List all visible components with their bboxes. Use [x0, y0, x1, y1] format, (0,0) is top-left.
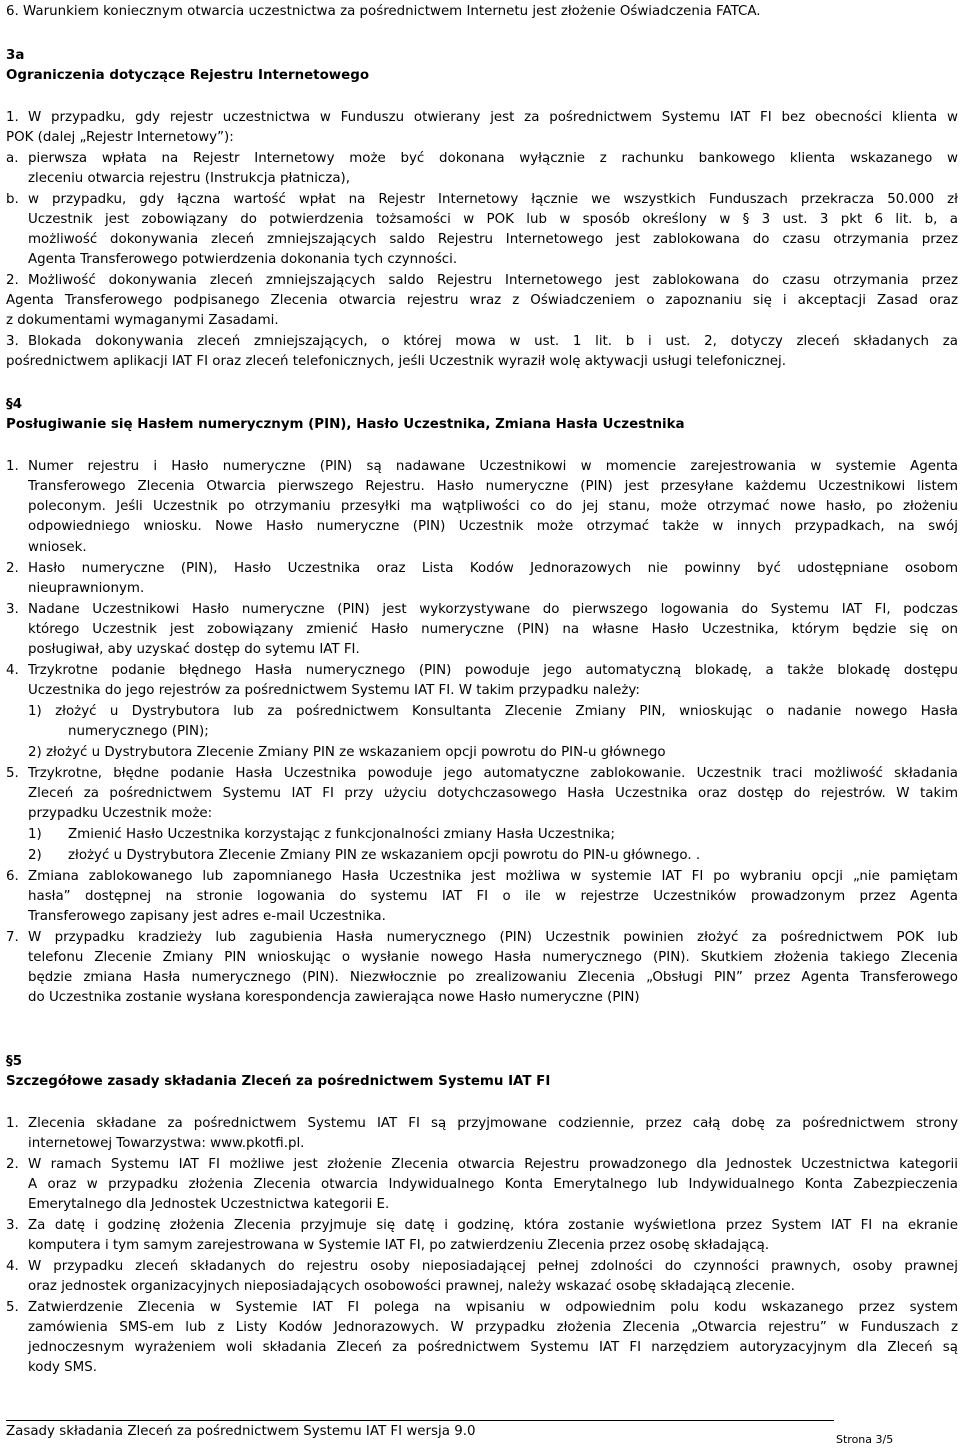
- s3a-a-line2: zleceniu otwarcia rejestru (Instrukcja płatnicza),: [28, 171, 351, 186]
- s5-p5-line2: zamówienia SMS-em lub z Listy Kodów Jednorazowych. W przypadku złożenia Zlecenia „Otwarcia rejestru” w Funduszach z: [28, 1320, 958, 1335]
- s3a-p3-line2: pośrednictwem aplikacji IAT FI oraz zleceń telefonicznych, jeśli Uczestnik wyraził wolę aktywacji usługi telefonicznej.: [6, 354, 787, 369]
- s4-p7-number: 7.: [6, 930, 19, 945]
- section-5-number: §5: [6, 1054, 23, 1069]
- s4-p5-sub1-line1: Zmienić Hasło Uczestnika korzystając z funkcjonalności zmiany Hasła Uczestnika;: [68, 827, 615, 842]
- s5-p2-line1: W ramach Systemu IAT FI możliwe jest złożenie Zlecenia otwarcia Rejestru prowadzonego dla Jednostek Uczestnictwa kategorii: [28, 1157, 958, 1172]
- s4-p6-line1: Zmiana zablokowanego lub zapomnianego Hasła Uczestnika jest możliwa w systemie IAT FI po wybraniu opcji „nie pamiętam: [28, 869, 958, 884]
- s3a-b-line1: w przypadku, gdy łączna wartość wpłat na Rejestr Internetowy łącznie we wszystkich Funduszach przekracza 50.000 zł: [28, 192, 958, 207]
- s4-p2-line1: Hasło numeryczne (PIN), Hasło Uczestnika oraz Lista Kodów Jednorazowych nie powinny być udostępniane osobom: [28, 561, 958, 576]
- s3a-b-line3: możliwość dokonywania zleceń zmniejszających saldo Rejestru Internetowego jest zablokowana do czasu otrzymania przez: [28, 232, 958, 247]
- section-4-title: Posługiwanie się Hasłem numerycznym (PIN), Hasło Uczestnika, Zmiana Hasła Uczestnika: [6, 417, 685, 432]
- s3a-p3-number: 3.: [6, 334, 19, 349]
- s4-p7-line1: W przypadku kradzieży lub zagubienia Hasła numerycznego (PIN) Uczestnik powinien złożyć za pośrednictwem POK lub: [28, 930, 958, 945]
- s5-p2-number: 2.: [6, 1157, 19, 1172]
- s4-p4-line2: Uczestnika do jego rejestrów za pośrednictwem Systemu IAT FI. W takim przypadku należy:: [28, 683, 640, 698]
- s4-p1-line4: odpowiedniego wniosku. Nowe Hasło numeryczne (PIN) Uczestnik może otrzymać także w innych przypadkach, na swój: [28, 519, 958, 534]
- footer-document-title: Zasady składania Zleceń za pośrednictwem Systemu IAT FI wersja 9.0: [6, 1424, 476, 1439]
- s4-p4-sub2-line1: 2) złożyć u Dystrybutora Zlecenie Zmiany PIN ze wskazaniem opcji powrotu do PIN-u głównego: [28, 745, 666, 760]
- s4-p6-line2: hasła” dostępnej na stronie logowania do systemu IAT FI o ile w rejestrze Uczestników prowadzonym przez Agenta: [28, 889, 958, 904]
- s5-p5-number: 5.: [6, 1300, 19, 1315]
- s4-p4-sub1-line1: 1) złożyć u Dystrybutora lub za pośrednictwem Konsultanta Zlecenie Zmiany PIN, wnioskując o nadanie nowego Hasła: [28, 704, 958, 719]
- s4-p4-number: 4.: [6, 663, 19, 678]
- s4-p3-line2: którego Uczestnik jest zobowiązany zmienić Hasło numeryczne (PIN) na własne Hasło Uczestnika, którym będzie się on: [28, 622, 958, 637]
- s5-p3-number: 3.: [6, 1218, 19, 1233]
- s4-p1-line3: poleconym. Jeśli Uczestnik po otrzymaniu przesyłki ma wątpliwości co do jej stanu, może otrzymać nowe hasło, po złożeniu: [28, 499, 958, 514]
- s5-p2-line2: A oraz w przypadku złożenia Zlecenia otwarcia Indywidualnego Konta Emerytalnego lub Indywidualnego Konta Zabezpieczenia: [28, 1177, 958, 1192]
- s4-p4-sub1-line2: numerycznego (PIN);: [68, 724, 209, 739]
- s4-p5-line1: Trzykrotne, błędne podanie Hasła Uczestnika powoduje jego automatyczne zablokowanie. Uczestnik traci możliwość składania: [28, 766, 958, 781]
- s3a-p1-line2: POK (dalej „Rejestr Internetowy”):: [6, 130, 234, 145]
- s4-p5-line3: przypadku Uczestnik może:: [28, 806, 213, 821]
- s3a-b-number: b.: [6, 192, 19, 207]
- s4-p5-sub2-line1: złożyć u Dystrybutora Zlecenie Zmiany PIN ze wskazaniem opcji powrotu do PIN-u głównego. .: [68, 848, 701, 863]
- s4-p4-line1: Trzykrotne podanie błędnego Hasła numerycznego (PIN) powoduje jego automatyczną blokadę, a także blokadę dostępu: [28, 663, 958, 678]
- s4-p5-sub1-number: 1): [28, 827, 42, 842]
- s3a-a-number: a.: [6, 151, 19, 166]
- section-5-title: Szczegółowe zasady składania Zleceń za pośrednictwem Systemu IAT FI: [6, 1074, 551, 1089]
- s4-p7-line3: będzie zmiana Hasła numerycznego (PIN). Niezwłocznie po zrealizowaniu Zlecenia „Obsługi PIN” przez Agenta Transferowego: [28, 970, 958, 985]
- s4-p6-number: 6.: [6, 869, 19, 884]
- section-3a-title: Ograniczenia dotyczące Rejestru Internetowego: [6, 68, 370, 83]
- s5-p4-line2: oraz jednostek organizacyjnych nieposiadających osobowości prawnej, należy wskazać osobę składającą zlecenie.: [28, 1279, 795, 1294]
- s5-p5-line3: jednoczesnym wyrażeniem woli składania Zleceń za pośrednictwem Systemu IAT FI narzędziem autoryzacyjnym dla Zleceń są: [28, 1340, 958, 1355]
- s4-p1-number: 1.: [6, 459, 19, 474]
- s4-p5-line2: Zleceń za pośrednictwem Systemu IAT FI przy użyciu dotychczasowego Hasła Uczestnika oraz dostęp do rejestrów. W takim: [28, 786, 958, 801]
- section-4-number: §4: [6, 397, 23, 412]
- s3a-p1-number: 1.: [6, 110, 19, 125]
- footer-page-number: Strona 3/5: [836, 1433, 894, 1446]
- s3a-p2-line1: Możliwość dokonywania zleceń zmniejszających saldo Rejestru Internetowego jest zablokowana do czasu otrzymania przez: [28, 273, 958, 288]
- s5-p4-number: 4.: [6, 1259, 19, 1274]
- s3a-p1-line1: W przypadku, gdy rejestr uczestnictwa w Funduszu otwierany jest za pośrednictwem Systemu IAT FI bez obecności klienta w: [28, 110, 958, 125]
- s5-p1-line1: Zlecenia składane za pośrednictwem Systemu IAT FI są przyjmowane codziennie, przez całą dobę za pośrednictwem strony: [28, 1116, 958, 1131]
- s4-p1-line1: Numer rejestru i Hasło numeryczne (PIN) są nadawane Uczestnikowi w momencie zarejestrowania w systemie Agenta: [28, 459, 958, 474]
- s5-p5-line4: kody SMS.: [28, 1360, 97, 1375]
- s3a-b-line2: Uczestnik jest zobowiązany do potwierdzenia tożsamości w POK lub w sposób określony w § 3 ust. 3 pkt 6 lit. b, a: [28, 212, 958, 227]
- s5-p2-line3: Emerytalnego dla Jednostek Uczestnictwa kategorii E.: [28, 1197, 390, 1212]
- s3a-a-line1: pierwsza wpłata na Rejestr Internetowy może być dokonana wyłącznie z rachunku bankowego klienta wskazanego w: [28, 151, 958, 166]
- s4-p3-number: 3.: [6, 602, 19, 617]
- s3a-p2-number: 2.: [6, 273, 19, 288]
- s4-p2-number: 2.: [6, 561, 19, 576]
- s3a-b-line4: Agenta Transferowego potwierdzenia dokonania tych czynności.: [28, 252, 458, 267]
- s4-p7-line2: telefonu Zlecenie Zmiany PIN wnioskując o wysłanie nowego Hasła numerycznego (PIN). Skutkiem złożenia takiego Zlecenia: [28, 950, 958, 965]
- s5-p3-line2: komputera i tym samym zarejestrowana w Systemie IAT FI, po zatwierdzeniu Zlecenia przez osobę składającą.: [28, 1238, 770, 1253]
- s4-p6-line3: Transferowego zapisany jest adres e-mail Uczestnika.: [28, 909, 386, 924]
- s5-p4-line1: W przypadku zleceń składanych do rejestru osoby nieposiadającej pełnej zdolności do czynności prawnych, osoby prawnej: [28, 1259, 958, 1274]
- s5-p1-number: 1.: [6, 1116, 19, 1131]
- s4-p3-line3: posługiwał, aby uzyskać dostęp do sytemu IAT FI.: [28, 642, 360, 657]
- s5-p1-line2: internetowej Towarzystwa: www.pkotfi.pl.: [28, 1136, 305, 1151]
- s4-p1-line2: Transferowego Zlecenia Otwarcia pierwszego Rejestru. Hasło numeryczne (PIN) jest przesyłane każdemu Uczestnikowi listem: [28, 479, 958, 494]
- s5-p3-line1: Za datę i godzinę złożenia Zlecenia przyjmuje się datę i godzinę, która zostanie wyświetlona przez System IAT FI na ekranie: [28, 1218, 958, 1233]
- s4-p5-sub2-number: 2): [28, 848, 42, 863]
- s4-p7-line4: do Uczestnika zostanie wysłana korespondencja zawierająca nowe Hasło numeryczne (PIN): [28, 990, 640, 1005]
- s4-p1-line5: wniosek.: [28, 540, 87, 555]
- s4-p2-line2: nieuprawnionym.: [28, 581, 145, 596]
- section-3a-number: 3a: [6, 48, 25, 63]
- s4-p5-number: 5.: [6, 766, 19, 781]
- footer-divider: [6, 1420, 834, 1421]
- s3a-p2-line2: Agenta Transferowego podpisanego Zlecenia otwarcia rejestru wraz z Oświadczeniem o zapoznaniu się i akceptacji Zasad oraz: [6, 293, 958, 308]
- s3a-p3-line1: Blokada dokonywania zleceń zmniejszających, o której mowa w ust. 1 lit. b i ust. 2, dotyczy zleceń składanych za: [28, 334, 958, 349]
- s4-p3-line1: Nadane Uczestnikowi Hasło numeryczne (PIN) jest wykorzystywane do pierwszego logowania do Systemu IAT FI, podczas: [28, 602, 958, 617]
- s3a-p2-line3: z dokumentami wymaganymi Zasadami.: [6, 313, 279, 328]
- intro-point-6: 6. Warunkiem koniecznym otwarcia uczestnictwa za pośrednictwem Internetu jest złożenie Oświadczenia FATCA.: [6, 4, 761, 19]
- s5-p5-line1: Zatwierdzenie Zlecenia w Systemie IAT FI polega na wpisaniu w odpowiednim polu kodu wskazanego przez system: [28, 1300, 958, 1315]
